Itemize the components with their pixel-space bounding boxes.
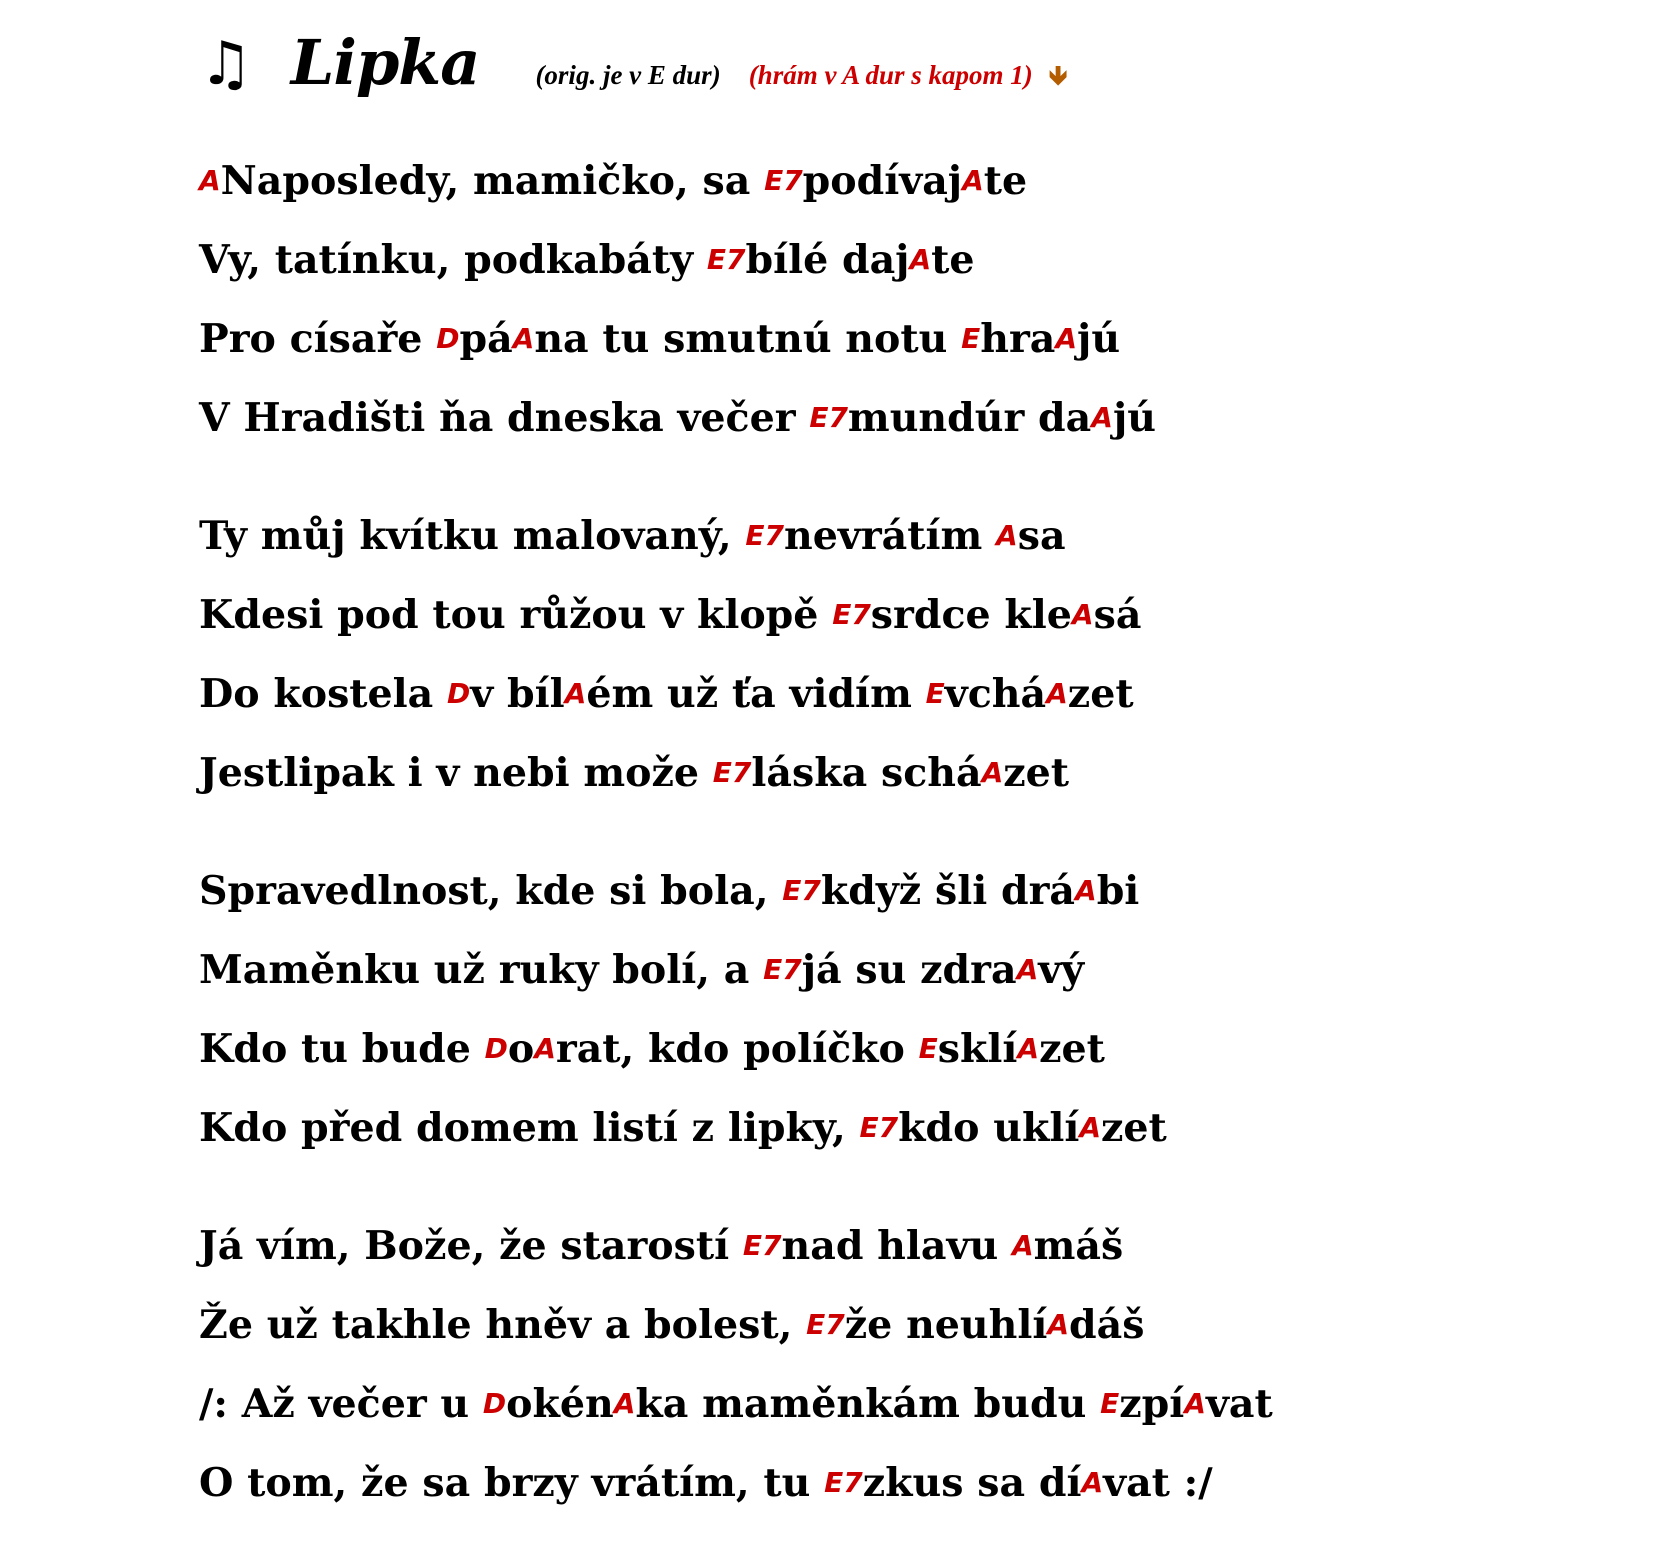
chord-label: E7 (859, 1111, 899, 1144)
chord-label: A (1047, 1308, 1070, 1341)
lyric-text: bílé daj (745, 237, 910, 283)
lyric-text: bi (1096, 868, 1140, 914)
lyric-text: Jestlipak i v nebi može (199, 750, 713, 796)
lyric-text: v bíl (470, 671, 565, 717)
lyric-text: Já vím, Bože, že starostí (199, 1223, 743, 1269)
chord-label: A (1011, 1229, 1034, 1262)
lyric-text: dáš (1069, 1302, 1145, 1348)
lyric-text: zkus sa dí (862, 1460, 1082, 1506)
chord-label: A (1079, 1111, 1101, 1144)
chord-label: A (613, 1387, 636, 1420)
lyric-text: podívaj (802, 158, 963, 204)
lyric-text: kdo uklí (898, 1105, 1080, 1151)
chord-label: A (981, 756, 1004, 789)
chord-label: A (1017, 1032, 1040, 1065)
lyric-line (199, 734, 1639, 813)
song-title: Lipka (290, 26, 480, 99)
lyric-text: láska schá (751, 750, 982, 796)
lyric-line (199, 1365, 1639, 1444)
lyric-text: Do kostela (199, 671, 448, 717)
song-lyrics (199, 142, 1639, 1562)
lyric-text: te (931, 237, 975, 283)
lyric-line (199, 379, 1639, 458)
lyric-text: Že už takhle hněv a bolest, (199, 1302, 807, 1348)
lyric-text: te (983, 158, 1028, 204)
lyric-text: máš (1033, 1223, 1124, 1269)
lyric-text: okén (506, 1381, 614, 1427)
lyric-text: vat :/ (1103, 1460, 1213, 1506)
verse (199, 497, 1639, 813)
lyric-line (199, 221, 1639, 300)
lyric-text: hra (980, 316, 1056, 362)
chord-label: A (1091, 401, 1113, 434)
chord-label: D (484, 1032, 508, 1065)
chord-label: E7 (742, 1229, 782, 1262)
chord-label: E7 (806, 1308, 845, 1341)
lyric-text: vchá (944, 671, 1047, 717)
chord-label: E (925, 677, 945, 710)
lyric-text: /: Až večer u (199, 1381, 483, 1427)
chord-label: E7 (706, 243, 746, 276)
lyric-text: Kdesi pod tou růžou v klopě (199, 592, 833, 638)
lyric-text: jú (1112, 395, 1156, 441)
lyric-text: ém už ťa vidím (586, 671, 926, 717)
lyric-text: pá (459, 316, 513, 362)
lyric-line (199, 497, 1639, 576)
lyric-text: sá (1093, 592, 1142, 638)
lyric-text: O tom, že sa brzy vrátím, tu (199, 1460, 825, 1506)
chord-label: E7 (712, 756, 752, 789)
lyric-text: na tu smutnú notu (534, 316, 962, 362)
chord-label: E (1100, 1387, 1120, 1420)
chord-label: E7 (745, 519, 785, 552)
lyric-text: vat (1205, 1381, 1273, 1427)
chord-label: E7 (764, 164, 803, 197)
chord-label: A (1184, 1387, 1206, 1420)
lyric-text: Kdo tu bude (199, 1026, 485, 1072)
chord-label: E7 (809, 401, 848, 434)
chord-label: E7 (782, 874, 821, 907)
lyric-line (199, 1010, 1639, 1089)
chord-label: A (962, 164, 984, 197)
lyric-line (199, 1089, 1639, 1168)
lyric-text: nevrátím (784, 513, 997, 559)
lyric-text: sa (1017, 513, 1066, 559)
music-note-icon: ♫ (199, 29, 253, 99)
chord-label: A (564, 677, 587, 710)
lyric-text: V Hradišti ňa dneska večer (199, 395, 810, 441)
chord-label: E7 (832, 598, 871, 631)
chord-label: A (1016, 953, 1039, 986)
lyric-text: já su zdra (801, 947, 1017, 993)
chord-label: A (1081, 1466, 1104, 1499)
chord-label: A (534, 1032, 556, 1065)
verse (199, 142, 1639, 458)
lyric-text: Naposledy, mamičko, sa (220, 158, 765, 204)
lyric-text: Vy, tatínku, podkabáty (199, 237, 707, 283)
lyric-text: Pro císaře (199, 316, 437, 362)
lyric-line (199, 142, 1639, 221)
lyric-text: Kdo před domem listí z lipky, (199, 1105, 860, 1151)
lyric-line (199, 852, 1639, 931)
lyric-text: vý (1038, 947, 1085, 993)
chord-label: A (996, 519, 1018, 552)
chord-label: E (918, 1032, 938, 1065)
chord-label: E7 (824, 1466, 863, 1499)
chord-label: A (1075, 874, 1097, 907)
chord-label: A (512, 322, 535, 355)
lyric-text: zet (1067, 671, 1134, 717)
lyric-line (199, 1444, 1639, 1523)
lyric-text: zet (1003, 750, 1070, 796)
chord-label: A (1071, 598, 1094, 631)
lyric-text: zpí (1119, 1381, 1185, 1427)
lyric-text: sklí (937, 1026, 1018, 1072)
verse (199, 1207, 1639, 1523)
arrow-down-icon[interactable]: 🡻 (1048, 61, 1068, 91)
lyric-text: že neuhlí (844, 1302, 1048, 1348)
chord-label: A (199, 164, 221, 197)
chord-label: E7 (763, 953, 802, 986)
lyric-line (199, 300, 1639, 379)
chord-label: A (1046, 677, 1068, 710)
lyric-text: jú (1077, 316, 1121, 362)
lyric-line (199, 1286, 1639, 1365)
lyric-line (199, 576, 1639, 655)
lyric-text: zet (1101, 1105, 1167, 1151)
chord-label: D (436, 322, 460, 355)
lyric-text: Maměnku už ruky bolí, a (199, 947, 764, 993)
chord-label: D (482, 1387, 507, 1420)
chord-label: A (1055, 322, 1078, 355)
chord-label: D (447, 677, 471, 710)
lyric-text: rat, kdo políčko (555, 1026, 919, 1072)
played-key-note: (hrám v A dur s kapom 1) (748, 60, 1033, 90)
lyric-line (199, 931, 1639, 1010)
lyric-text: zet (1039, 1026, 1105, 1072)
song-header (199, 26, 1067, 106)
lyric-text: srdce kle (870, 592, 1072, 638)
lyric-text: Ty můj kvítku malovaný, (199, 513, 746, 559)
original-key-note: (orig. je v E dur) (535, 60, 721, 90)
lyric-text: Spravedlnost, kde si bola, (199, 868, 783, 914)
lyric-text: mundúr da (847, 395, 1092, 441)
verse (199, 852, 1639, 1168)
lyric-text: ka maměnkám budu (635, 1381, 1101, 1427)
lyric-line (199, 1207, 1639, 1286)
lyric-text: nad hlavu (781, 1223, 1012, 1269)
lyric-text: o (507, 1026, 535, 1072)
chord-label: A (909, 243, 932, 276)
lyric-line (199, 655, 1639, 734)
chord-label: E (961, 322, 981, 355)
lyric-text: když šli drá (820, 868, 1076, 914)
